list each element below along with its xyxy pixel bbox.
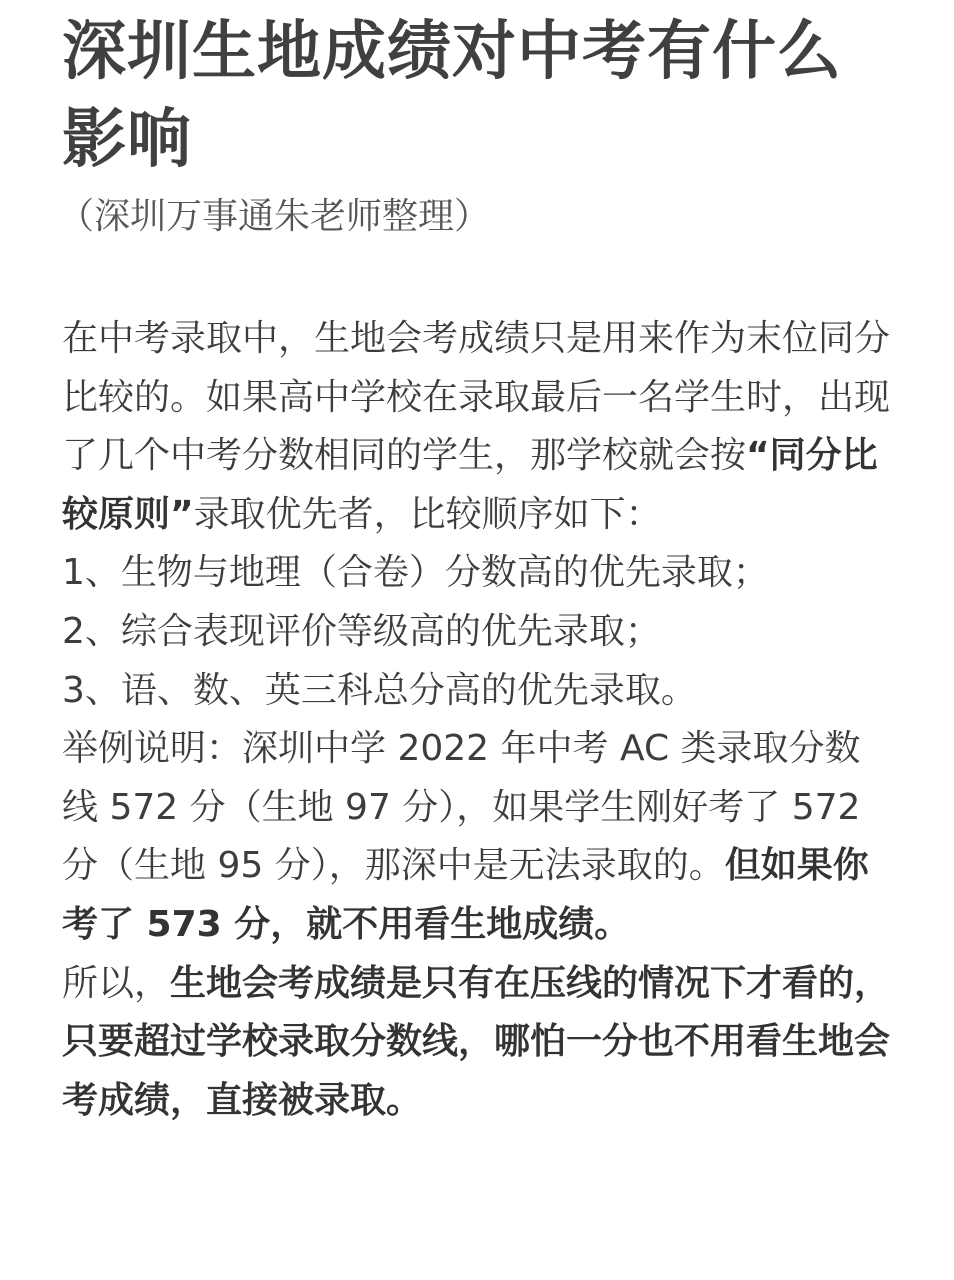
rule-item-2: 2、综合表现评价等级高的优先录取； — [62, 610, 661, 652]
intro-text-2: 录取优先者，比较顺序如下： — [193, 493, 662, 535]
author-note: （深圳万事通朱老师整理） — [58, 196, 491, 237]
article-body — [62, 310, 892, 1130]
principle-highlight: “同分比较原则” — [62, 435, 878, 535]
page-title: 深圳生地成绩对中考有什么影响 — [62, 15, 842, 177]
example-highlight: 但如果你考了 573 分，就不用看生地成绩。 — [62, 845, 869, 945]
conclusion-lead: 所以， — [62, 962, 171, 1004]
rule-item-1: 1、生物与地理（合卷）分数高的优先录取； — [62, 552, 769, 594]
conclusion-highlight: 生地会考成绩是只有在压线的情况下才看的，只要超过学校录取分数线，哪怕一分也不用看生地会考成绩，直接被录取。 — [62, 962, 891, 1121]
rule-item-3: 3、语、数、英三科总分高的优先录取。 — [62, 669, 697, 711]
example-paragraph — [62, 720, 892, 954]
example-text: 举例说明：深圳中学 2022 年中考 AC 类录取分数线 572 分（生地 97 分），如果学生刚好考了 572 分（生地 95 分），那深中是无法录取的。 — [62, 728, 861, 887]
conclusion-paragraph — [62, 955, 892, 1131]
intro-text-1: 在中考录取中，生地会考成绩只是用来作为末位同分比较的。如果高中学校在录取最后一名学生时，出现了几个中考分数相同的学生，那学校就会按 — [62, 318, 891, 477]
intro-paragraph — [62, 310, 892, 544]
